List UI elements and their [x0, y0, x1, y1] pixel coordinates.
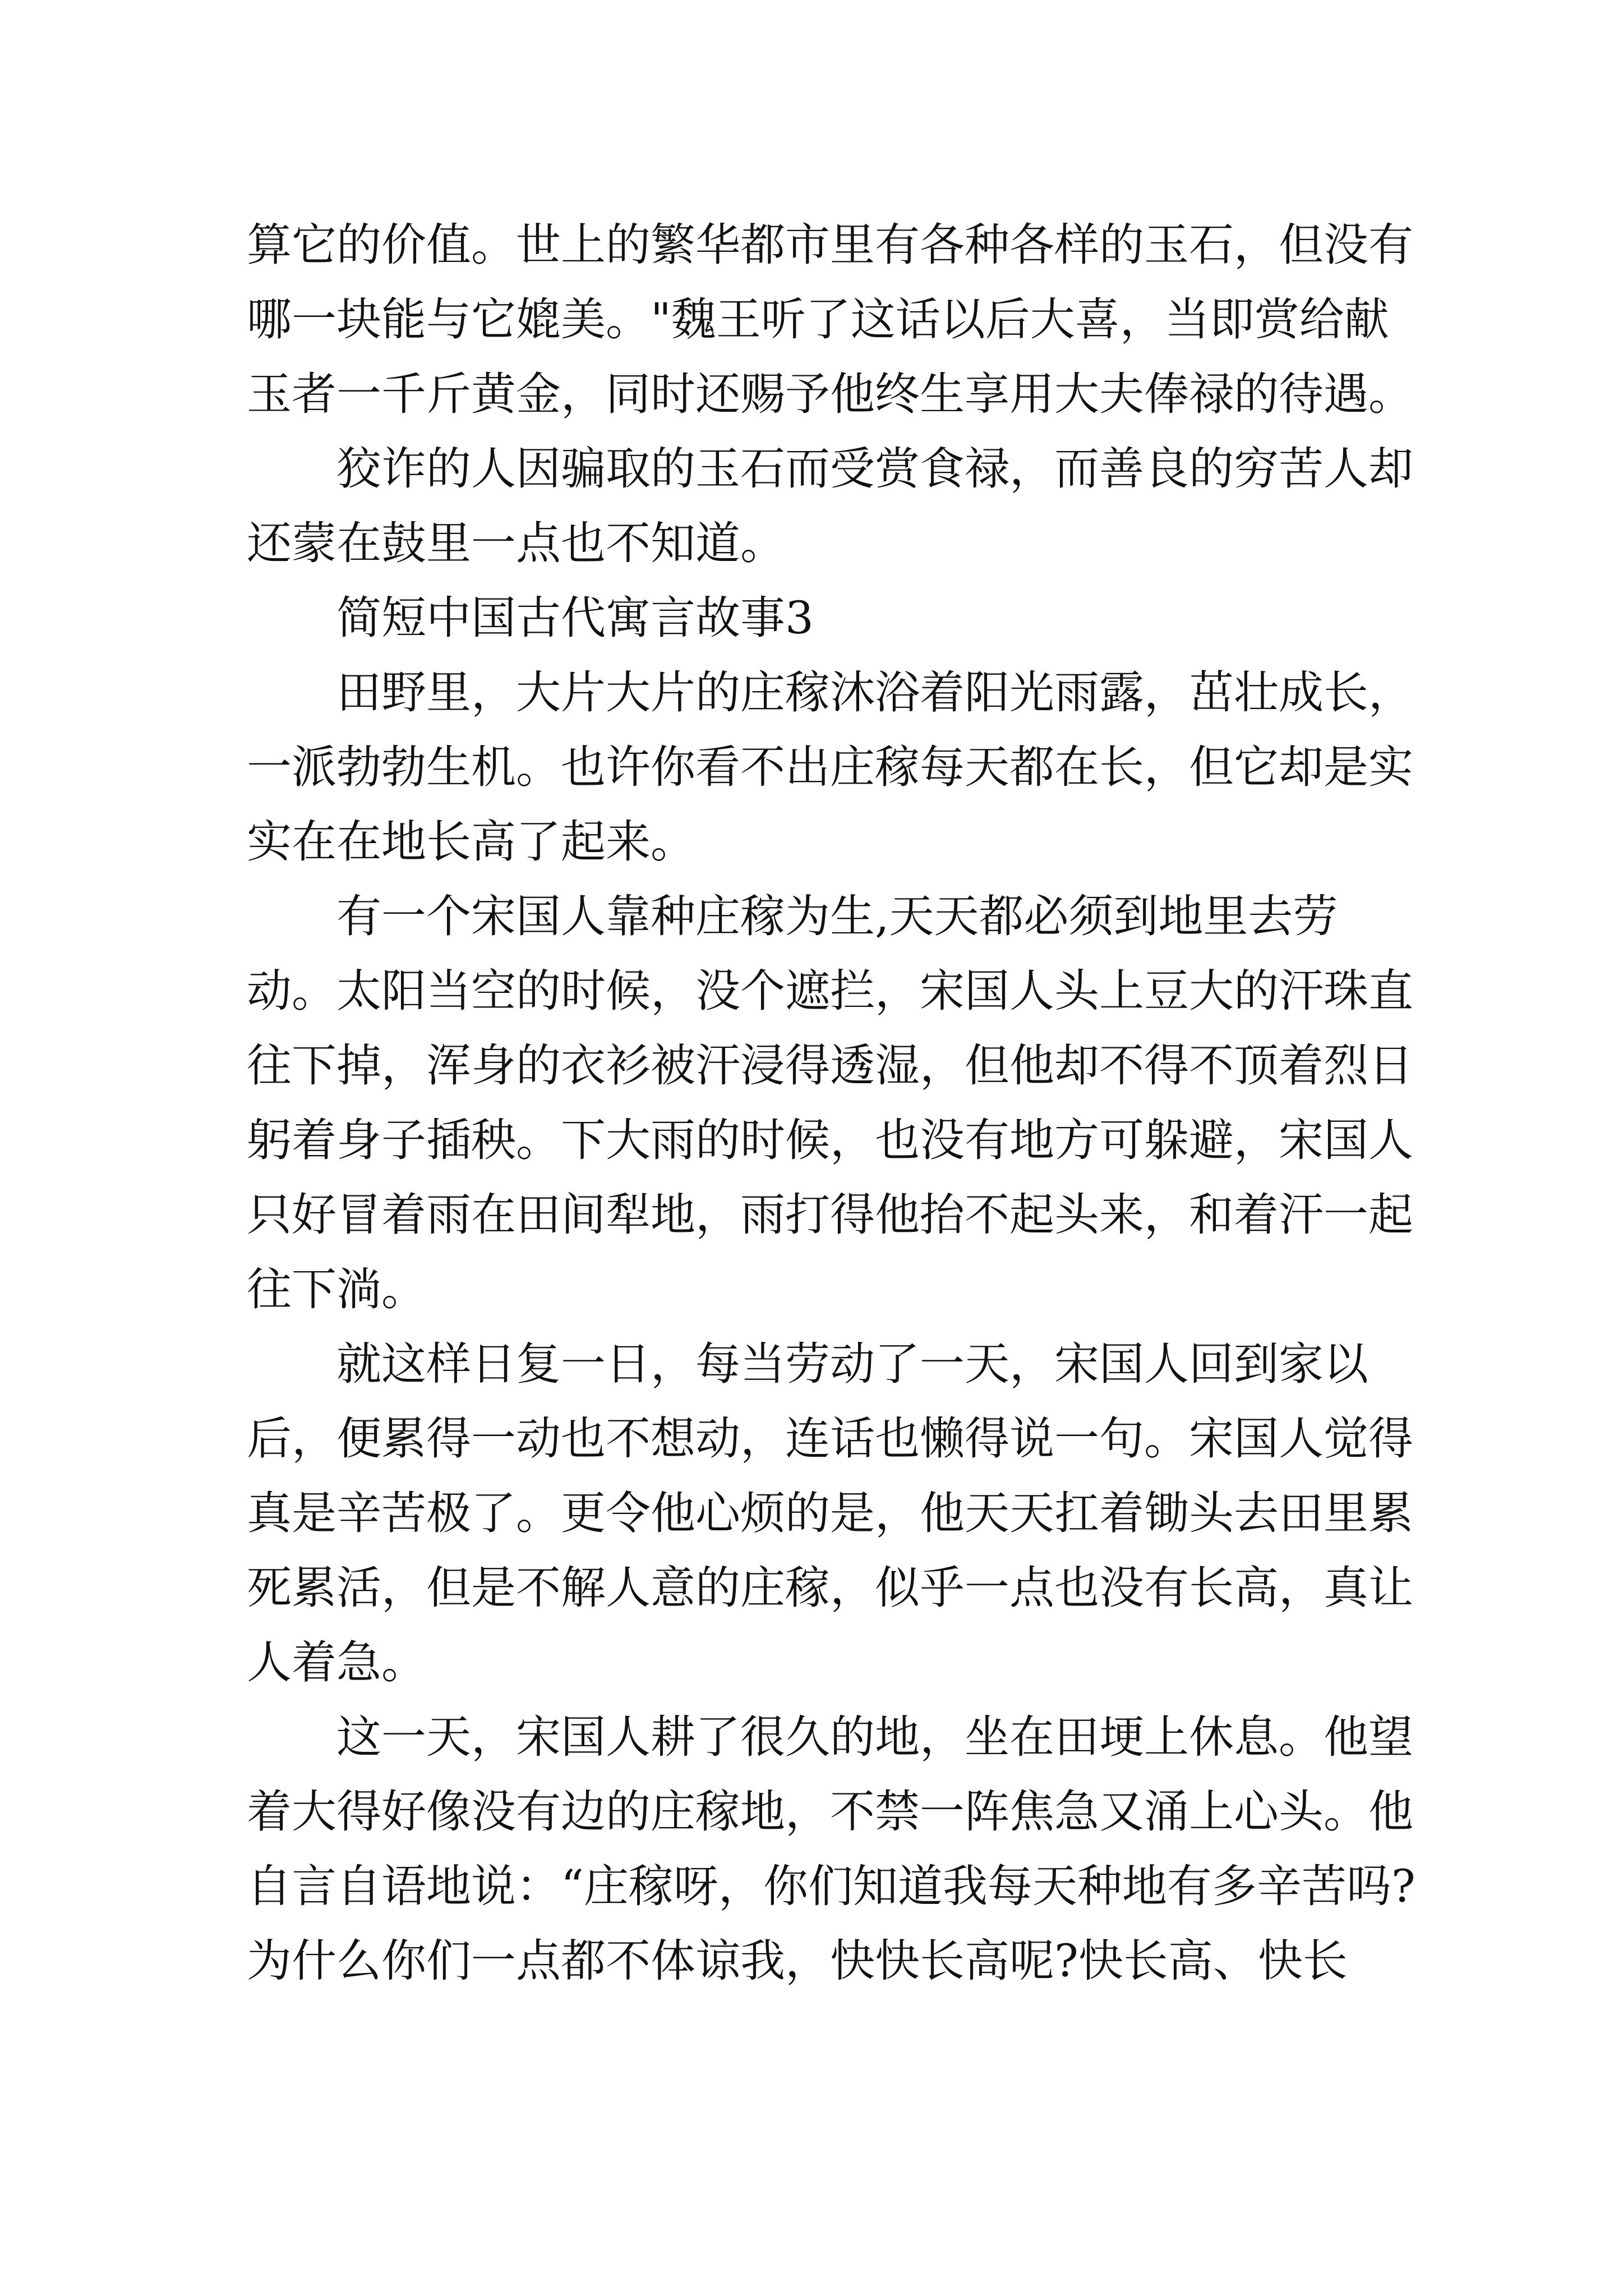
- paragraph-2: 狡诈的人因骗取的玉石而受赏食禄，而善良的穷苦人却还蒙在鼓里一点也不知道。: [247, 443, 1413, 569]
- document-body: [247, 208, 1419, 1998]
- paragraph-5: 就这样日复一日，每当劳动了一天，宋国人回到家以后，便累得一动也不想动，连话也懒得说一句。宋国人觉得真是辛苦极了。更令他心烦的是，他天天扛着锄头去田里累死累活，但是不解人意的庄稼，似乎一点也没有长高，真让人着急。: [247, 1338, 1413, 1688]
- section-title: 简短中国古代寓言故事3: [336, 592, 814, 644]
- paragraph-3: 田野里，大片大片的庄稼沐浴着阳光雨露，茁壮成长，一派勃勃生机。也许你看不出庄稼每天都在长，但它却是实实在在地长高了起来。: [247, 666, 1413, 868]
- paragraph-6: 这一天，宋国人耕了很久的地，坐在田埂上休息。他望着大得好像没有边的庄稼地，不禁一阵焦急又涌上心头。他自言自语地说：“庄稼呀，你们知道我每天种地有多辛苦吗?为什么你们一点都不体谅我，快快长高呢?快长高、快长: [247, 1711, 1415, 1987]
- paragraph-1: 算它的价值。世上的繁华都市里有各种各样的玉石，但没有哪一块能与它媲美。"魏王听了这话以后大喜，当即赏给献玉者一千斤黄金，同时还赐予他终生享用大夫俸禄的待遇。: [247, 219, 1413, 420]
- paragraph-4: 有一个宋国人靠种庄稼为生,天天都必须到地里去劳动。太阳当空的时候，没个遮拦，宋国人头上豆大的汗珠直往下掉，浑身的衣衫被汗浸得透湿，但他却不得不顶着烈日躬着身子插秧。下大雨的时候，也没有地方可躲避，宋国人只好冒着雨在田间犁地，雨打得他抬不起头来，和着汗一起往下淌。: [247, 890, 1413, 1315]
